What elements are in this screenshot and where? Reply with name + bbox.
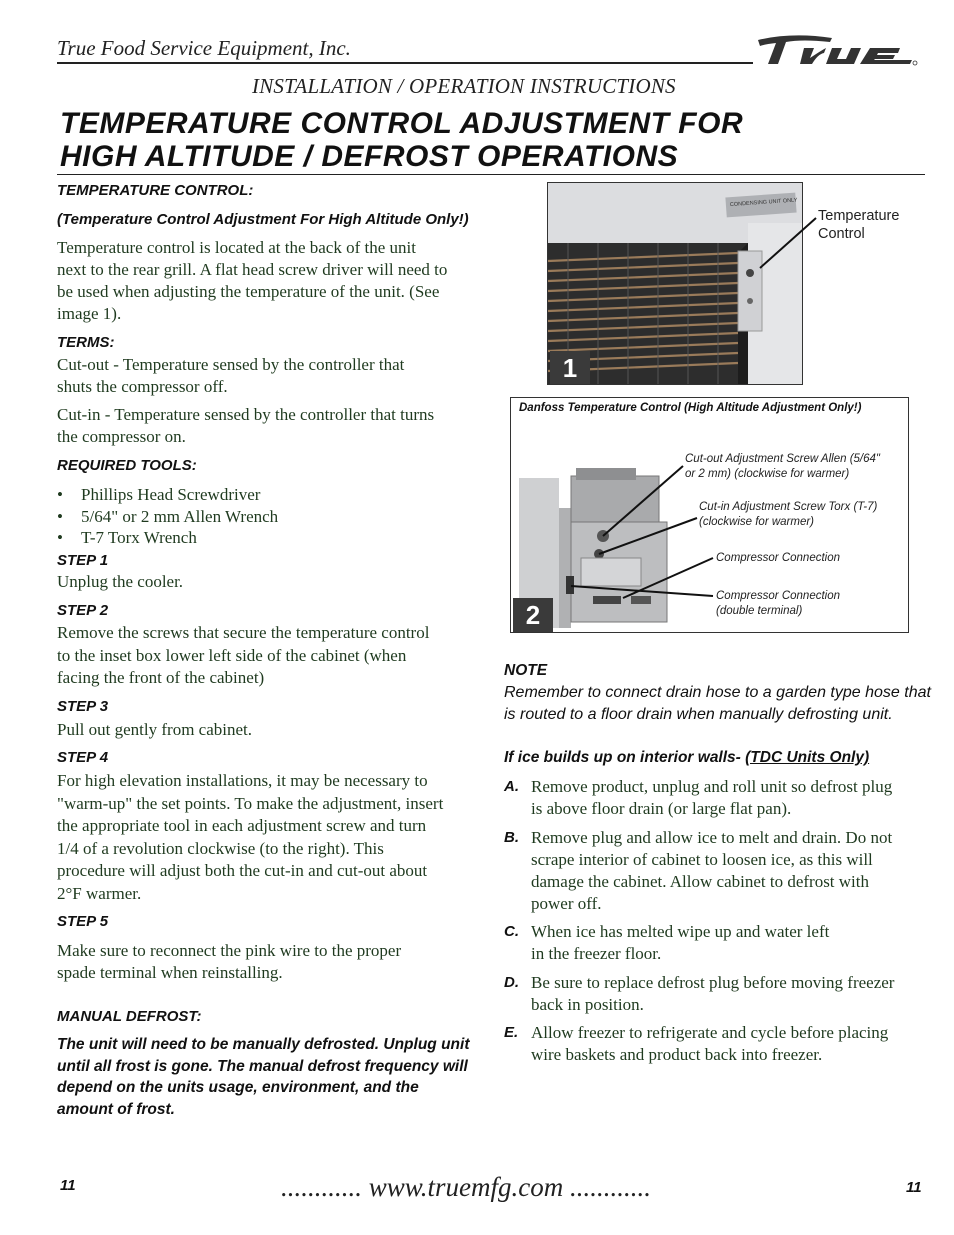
- defrost-step-a: [504, 776, 924, 820]
- text-line: the appropriate tool in each adjustment screw and turn: [57, 816, 427, 835]
- text-line: amount of frost.: [57, 1100, 175, 1118]
- defrost-step-e: [504, 1022, 924, 1066]
- defrost-step-c: [504, 921, 924, 965]
- temperature-control-callout: [818, 207, 899, 243]
- callout-line: Compressor Connection: [716, 552, 841, 564]
- callout-line: Cut-out Adjustment Screw Allen (5/64": [685, 453, 880, 465]
- text-line: next to the rear grill. A flat head screw driver will need to: [57, 260, 448, 279]
- text-line: Remember to connect drain hose to a garden type hose that: [504, 684, 931, 701]
- page-title: [60, 107, 743, 173]
- temp-control-heading: TEMPERATURE CONTROL:: [57, 182, 254, 199]
- text-line: is routed to a floor drain when manually defrosting unit.: [504, 706, 893, 723]
- step-label: A.: [504, 778, 519, 795]
- text-line: Allow freezer to refrigerate and cycle before placing: [531, 1023, 889, 1042]
- title-rule: [57, 174, 925, 175]
- ice-heading-text: If ice builds up on interior walls-: [504, 749, 746, 766]
- text-line: procedure will adjust both the cut-in and cut-out about: [57, 861, 428, 880]
- text-line: Remove product, unplug and roll unit so defrost plug: [531, 777, 893, 796]
- step5-text: [57, 940, 401, 984]
- text-line: facing the front of the cabinet): [57, 668, 265, 687]
- text-line: depend on the units usage, environment, and the: [57, 1079, 419, 1096]
- defrost-step-b: [504, 827, 924, 915]
- required-tools-heading: REQUIRED TOOLS:: [57, 457, 197, 474]
- step4-heading: STEP 4: [57, 749, 109, 766]
- text-line: Make sure to reconnect the pink wire to the proper: [57, 941, 402, 960]
- danfoss-illustration: [511, 458, 908, 632]
- text-line: wire baskets and product back into freezer.: [531, 1045, 823, 1064]
- cut-out-definition: [57, 354, 404, 398]
- text-line: Temperature control is located at the back of the unit: [57, 238, 416, 257]
- text-line: "warm-up" the set points. To make the adjustment, insert: [57, 793, 444, 813]
- intro-paragraph: [57, 237, 447, 325]
- step2-heading: STEP 2: [57, 602, 109, 619]
- text-line: Remove the screws that secure the temperature control: [57, 623, 430, 642]
- image-1-number-badge: 1: [550, 351, 590, 385]
- step1-text: Unplug the cooler.: [57, 572, 184, 591]
- text-line: back in position.: [531, 995, 644, 1014]
- page-number-right: 11: [906, 1179, 922, 1196]
- defrost-step-d: [504, 972, 924, 1016]
- text-line: to the inset box lower left side of the cabinet (when: [57, 645, 407, 665]
- title-line-1: TEMPERATURE CONTROL ADJUSTMENT FOR: [60, 107, 744, 140]
- step3-heading: STEP 3: [57, 698, 109, 715]
- list-item: • T-7 Torx Wrench: [57, 527, 278, 549]
- header-rule: [57, 62, 753, 64]
- text-line: Cut-in - Temperature sensed by the controller that turns: [57, 405, 435, 424]
- ice-heading: [504, 749, 869, 767]
- step4-text: [57, 770, 443, 905]
- sticker-text: CONDENSING UNIT ONLY: [729, 197, 798, 209]
- company-name: True Food Service Equipment, Inc.: [57, 36, 351, 60]
- step1-heading: STEP 1: [57, 552, 109, 569]
- step-label: B.: [504, 829, 519, 846]
- text-line: Cut-out - Temperature sensed by the controller that: [57, 355, 405, 374]
- list-item: • Phillips Head Screwdriver: [57, 484, 278, 506]
- callout-line: Compressor Connection: [716, 590, 841, 602]
- text-line: spade terminal when reinstalling.: [57, 963, 283, 982]
- page-number-left: 11: [60, 1177, 76, 1194]
- text-line: damage the cabinet. Allow cabinet to defrost with: [531, 872, 870, 891]
- tdc-units-only-label: (TDC Units Only): [745, 749, 870, 766]
- text-line: power off.: [531, 894, 602, 913]
- title-line-2: HIGH ALTITUDE / DEFROST OPERATIONS: [60, 140, 679, 173]
- text-line: For high elevation installations, it may be necessary to: [57, 771, 428, 790]
- list-item: • 5/64" or 2 mm Allen Wrench: [57, 506, 278, 528]
- text-line: 1/4 of a revolution clockwise (to the right). This: [57, 838, 384, 858]
- temp-control-subheading: (Temperature Control Adjustment For High Altitude Only!): [57, 211, 469, 228]
- callout-line: or 2 mm) (clockwise for warmer): [685, 468, 850, 480]
- terms-heading: TERMS:: [57, 334, 115, 351]
- image-2-number-badge: 2: [513, 598, 553, 632]
- text-line: 2°F warmer.: [57, 883, 142, 903]
- callout-line: Temperature: [818, 208, 900, 224]
- step3-text: Pull out gently from cabinet.: [57, 720, 252, 739]
- note-heading: NOTE: [504, 662, 548, 679]
- step2-text: [57, 622, 429, 690]
- image-2-caption: Danfoss Temperature Control (High Altitude Adjustment Only!): [519, 402, 862, 414]
- cut-out-callout: [685, 452, 880, 482]
- text-line: is above floor drain (or large flat pan).: [531, 799, 792, 818]
- image-2-danfoss-control: [510, 397, 909, 633]
- text-line: be used when adjusting the temperature of the unit. (See: [57, 282, 440, 301]
- manual-defrost-text: [57, 1034, 469, 1120]
- compressor-connection-callout: [716, 551, 840, 566]
- compressor-connection-double-callout: [716, 589, 840, 619]
- manual-defrost-heading: MANUAL DEFROST:: [57, 1008, 202, 1025]
- text-line: The unit will need to be manually defrosted. Unplug unit: [57, 1036, 470, 1053]
- image-1-callout-line: [750, 210, 820, 280]
- tools-list: [57, 484, 278, 549]
- step-label: C.: [504, 923, 519, 940]
- text-line: When ice has melted wipe up and water left: [531, 922, 830, 941]
- text-line: until all frost is gone. The manual defrost frequency will: [57, 1057, 468, 1075]
- callout-line: (double terminal): [716, 605, 803, 617]
- step-label: E.: [504, 1024, 519, 1041]
- text-line: shuts the compressor off.: [57, 377, 228, 396]
- text-line: Be sure to replace defrost plug before moving freezer: [531, 973, 895, 992]
- text-line: image 1).: [57, 304, 122, 323]
- callout-line: Control: [818, 226, 865, 242]
- text-line: Remove plug and allow ice to melt and drain. Do not: [531, 828, 893, 847]
- callout-line: (clockwise for warmer): [699, 516, 815, 528]
- text-line: scrape interior of cabinet to loosen ice, as this will: [531, 850, 873, 869]
- note-text: [504, 682, 931, 726]
- text-line: in the freezer floor.: [531, 944, 662, 963]
- website-url[interactable]: ............ www.truemfg.com ............: [281, 1172, 651, 1202]
- cut-in-callout: [699, 500, 877, 530]
- page-subtitle: INSTALLATION / OPERATION INSTRUCTIONS: [252, 74, 676, 98]
- step-label: D.: [504, 974, 519, 991]
- step5-heading: STEP 5: [57, 913, 109, 930]
- cut-in-definition: [57, 404, 434, 448]
- text-line: the compressor on.: [57, 427, 186, 446]
- true-logo: [752, 30, 922, 70]
- callout-line: Cut-in Adjustment Screw Torx (T-7): [699, 501, 878, 513]
